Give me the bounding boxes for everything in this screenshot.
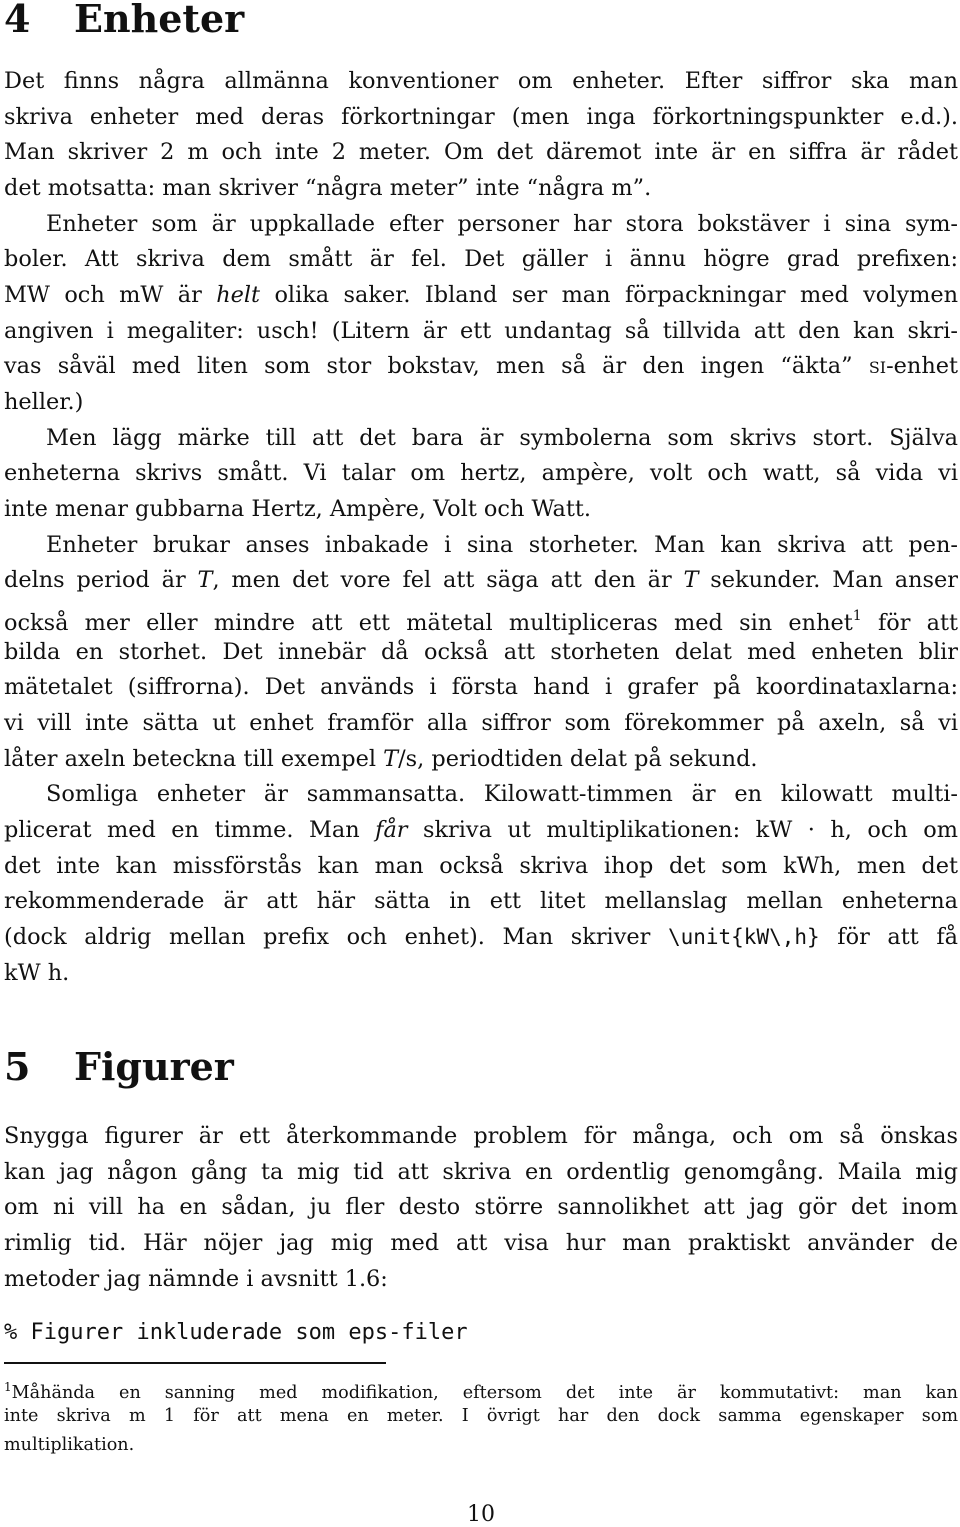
text-run: MW och mW är xyxy=(4,282,202,308)
text-run: olika saker. Ibland ser man förpackningar med volymen xyxy=(274,282,959,308)
paragraph-line: heller.) xyxy=(4,389,84,415)
paragraph-line: boler. Att skriva dem smått är fel. Det gäller i ännu högre grad prefixen: xyxy=(4,246,958,272)
paragraph-line: mätetalet (siffrorna). Det används i första hand i grafer på koordinataxlarna: xyxy=(4,674,958,700)
paragraph-line xyxy=(4,566,958,594)
text-run: för att xyxy=(877,610,958,636)
section-number: 4 xyxy=(4,0,31,41)
paragraph-line: om ni vill ha en sådan, ju fler desto större sannolikhet att jag gör det inom xyxy=(4,1194,958,1220)
paragraph-line: kan jag någon gång ta mig tid att skriva en ordentlig genomgång. Maila mig xyxy=(4,1159,958,1185)
text-run: sekunder. Man anser xyxy=(710,567,958,593)
footnote-mark: 1 xyxy=(4,1380,12,1394)
text-run: (dock aldrig mellan prefix och enhet). Man skriver xyxy=(4,924,651,950)
text-run: /s, periodtiden delat på sekund. xyxy=(398,746,758,772)
section-title: Figurer xyxy=(74,1044,234,1089)
paragraph-line: angiven i megaliter: usch! (Litern är ett undantag så tillvida att den kan skri- xyxy=(4,318,958,344)
paragraph-line: Enheter brukar anses inbakade i sina storheter. Man kan skriva att pen- xyxy=(46,532,958,558)
inline-code: \unit{kW\,h} xyxy=(667,925,820,949)
text-run: plicerat med en timme. Man xyxy=(4,817,360,843)
text-run: delns period är xyxy=(4,567,186,593)
paragraph-line: metoder jag nämnde i avsnitt 1.6: xyxy=(4,1266,388,1292)
text-run: vas såväl med liten som stor bokstav, men så är den ingen “äkta” xyxy=(4,353,853,379)
paragraph-line: Det finns några allmänna konventioner om enheter. Efter siffror ska man xyxy=(4,68,958,94)
paragraph-line: Enheter som är uppkallade efter personer har stora bokstäver i sina sym- xyxy=(46,211,958,237)
paragraph-line xyxy=(4,923,958,951)
text-run: -enhet xyxy=(886,353,958,379)
math-variable: T xyxy=(383,746,399,772)
paragraph-line xyxy=(4,745,958,773)
footnote-rule xyxy=(4,1362,386,1364)
paragraph-line: Snygga figurer är ett återkommande problem för många, och om så önskas xyxy=(4,1123,958,1149)
text-run: , men det vore fel att säga att den är xyxy=(212,567,672,593)
paragraph-line: det inte kan missförstås kan man också skriva ihop det som kWh, men det xyxy=(4,853,958,879)
paragraph-line: bilda en storhet. Det innebär då också att storheten delat med enheten blir xyxy=(4,639,958,665)
footnote-line: inte skriva m 1 för att mena en meter. I övrigt har den dock samma egenskaper som xyxy=(4,1406,958,1426)
section-heading-figurer xyxy=(4,1044,234,1089)
paragraph-line: rimlig tid. Här nöjer jag mig med att visa hur man praktiskt använder de xyxy=(4,1230,958,1256)
text-run: låter axeln beteckna till exempel xyxy=(4,746,377,772)
math-variable: T xyxy=(197,567,213,593)
paragraph-line: Men lägg märke till att det bara är symbolerna som skrivs stort. Själva xyxy=(46,425,958,451)
section-title: Enheter xyxy=(74,0,245,41)
paragraph-line: Somliga enheter är sammansatta. Kilowatt-timmen är en kilowatt multi- xyxy=(46,781,958,807)
section-heading-enheter xyxy=(4,0,245,41)
footnote-reference: 1 xyxy=(852,608,862,624)
paragraph-line xyxy=(4,352,958,380)
paragraph-line: rekommenderade är att här sätta in ett litet mellanslag mellan enheterna xyxy=(4,888,958,914)
emphasis-text: får xyxy=(375,817,408,843)
footnote-line: multiplikation. xyxy=(4,1435,135,1455)
paragraph-line: skriva enheter med deras förkortningar (men inga förkortningspunkter e.d.). xyxy=(4,104,958,130)
text-run: skriva ut multiplikationen: kW · h, och om xyxy=(423,817,959,843)
text-run: också mer eller mindre att ett mätetal multipliceras med sin enhet xyxy=(4,610,853,636)
document-page xyxy=(4,0,958,1527)
paragraph-line xyxy=(4,816,958,844)
footnote-text: Måhända en sanning med modifikation, eftersom det inte är kommutativt: man kan xyxy=(11,1383,958,1403)
paragraph-line: kW h. xyxy=(4,960,70,986)
paragraph-line: vi vill inte sätta ut enhet framför alla siffror som förekommer på axeln, så vi xyxy=(4,710,958,736)
text-run: för att få xyxy=(837,924,958,950)
paragraph-line xyxy=(4,602,958,637)
paragraph-line: enheterna skrivs smått. Vi talar om hertz, ampère, volt och watt, så vida vi xyxy=(4,460,958,486)
paragraph-line: det motsatta: man skriver “några meter” inte “några m”. xyxy=(4,175,652,201)
section-number: 5 xyxy=(4,1044,31,1089)
paragraph-line: inte menar gubbarna Hertz, Ampère, Volt och Watt. xyxy=(4,496,592,522)
math-variable: T xyxy=(683,567,699,593)
code-line: % Figurer inkluderade som eps-filer xyxy=(4,1320,468,1345)
emphasis-text: helt xyxy=(216,282,261,308)
small-caps-text: si xyxy=(868,353,887,379)
paragraph-line xyxy=(4,281,958,309)
paragraph-line: Man skriver 2 m och inte 2 meter. Om det däremot inte är en siffra är rådet xyxy=(4,139,958,165)
page-number: 10 xyxy=(467,1502,495,1527)
